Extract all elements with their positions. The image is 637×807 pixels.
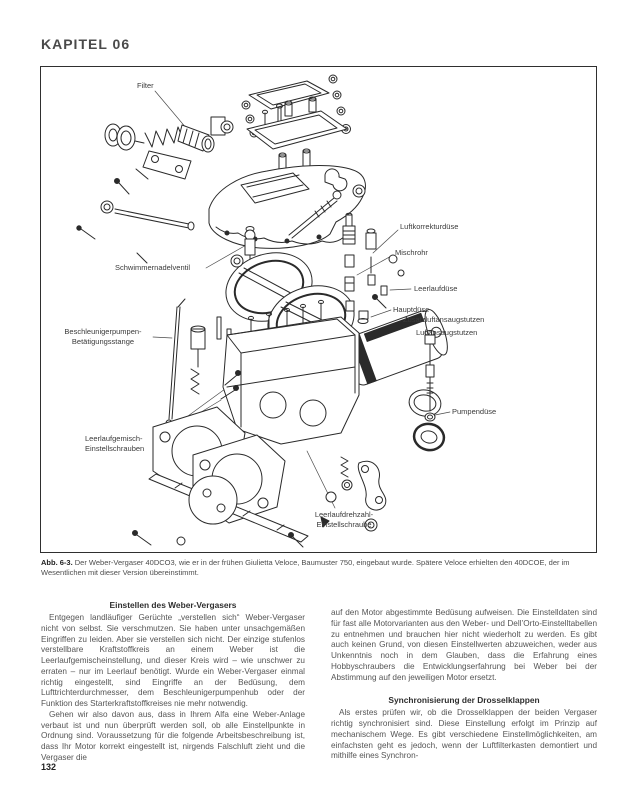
right-column-heading: Synchronisierung der Drosselklappen [388,695,540,706]
filter-assembly-drawing [105,117,233,194]
figure-caption-label: Abb. 6-3. [41,558,73,567]
carburetor-exploded-diagram [41,67,596,552]
figure-label-luftkorrekturduese: Luftkorrekturdüse [400,222,459,231]
figure-caption-text: Der Weber-Vergaser 40DCO3, wie er in der frühen Giulietta Veloce, Baumuster 750, eingebaut wurde. Spätere Veloce erhielten den 40DCOE, der im Wesentlichen mit dieser Version übereinstimmt. [41,558,570,577]
paragraph: Gehen wir also davon aus, dass in Ihrem Alfa eine Weber-Anlage verbaut ist und nun überprüft werden soll, ob alle Einstellpunkte in Ordnung sind. Voraussetzung für die folgende Arbeitsbeschreibung ist, dass Ihr Motor korrekt eingestellt ist, nirgends Falschluft zieht und die Vergaser die [41,709,305,762]
figure-label-filter: Filter [137,81,154,90]
left-column-heading: Einstellen des Weber-Vergasers [109,600,237,610]
right-column [331,600,597,762]
top-cover-stack-drawing [242,75,351,149]
figure-label-pumpenduese: Pumpendüse [452,407,497,416]
figure-label-zusatzluftansaugstutzen: Zusatzluftansaugstutzen [403,315,485,324]
paragraph: Als erstes prüfen wir, ob die Drosselklappen der beiden Vergaser richtig synchronisiert sind. Diese Einstellung erfolgt im Prinzip auf mechanischem Wege. Es gibt verschiedene Einstellmöglichkeiten, am einfachsten geht es jedoch, wenn der Luftfilterkasten demontiert und mithilfe eines Synchron- [331,708,597,761]
float-cover-drawing [209,149,365,248]
figure-label-leerlaufduese: Leerlaufdüse [414,284,458,293]
figure-frame [40,66,597,553]
figure-label-leerlaufdrehzahl: Leerlaufdrehzahl- Einstellschraube [314,510,374,529]
figure-label-hauptduese: Hauptdüse [393,305,430,314]
linkage-bar-drawing [133,474,309,547]
paragraph: Entgegen landläufiger Gerüchte „verstellen sich“ Weber-Vergaser nicht von selbst. Sie verschmutzen. Sie haben unter unsachgemäßen Eingriffen zu leiden. Aber sie verstellen sich nicht. Der einzige stufenlos verstellbare Kraftstoffkreis an einem Weber ist die Leerlaufgemischeinstellung, und dieser Kreis wird – wie unschwer zu erraten – nur im Leerlauf benötigt. Wurde ein Weber-Vergaser einmal richtig eingestellt, sind Eingriffe an der Bedüsung, dem Lufttrichterdurchmesser, dem Beschleunigerpumpenhub oder der Funktion des Starterkraftstoffkreises nie mehr notwendig. [41,613,305,708]
figure-label-luftansaugstutzen: Luftansaugstutzen [416,328,478,337]
figure-label-beschleunigerpumpen: Beschleunigerpumpen- Betätigungsstange [64,327,142,346]
figure-label-mischrohr: Mischrohr [395,248,428,257]
chapter-heading: KAPITEL 06 [41,36,131,52]
figure-label-leerlaufgemisch: Leerlaufgemisch- Einstellschrauben [85,434,145,453]
page-number: 132 [41,762,57,772]
figure-label-schwimmernadelventil: Schwimmernadelventil [115,263,191,272]
paragraph: auf den Motor abgestimmte Bedüsung aufweisen. Die Einstelldaten sind für fast alle Motorvarianten aus den Weber- und Dell’Orto-Einstelltabellen zu entnehmen und brauchen hier nicht wiederholt zu werden. Es gibt auch keinen Grund, von diesen Einstellwerten abzuweichen, weder aus Unkenntnis noch in dem Glauben, dass die Erfahrung eines Hobbyschraubers die Entwicklungserfahrung bei Weber bei der Abstimmung auf den jeweiligen Motor ersetzt. [331,608,597,682]
left-column [41,600,305,764]
figure-caption [41,558,597,578]
